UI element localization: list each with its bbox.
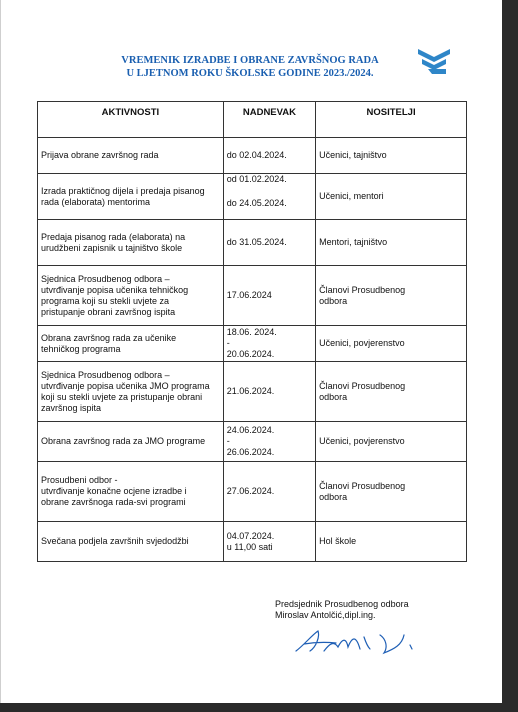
cell-line: utvrđivanje popisa učenika JMO programa [41, 380, 210, 391]
table-row [38, 522, 467, 562]
cell-line: urudžbeni zapisnik u tajništvo škole [41, 242, 183, 253]
holder-cell [316, 266, 467, 326]
cell-line: 20.06.2024. [226, 349, 275, 359]
table-header-row [38, 102, 467, 138]
cell-line: rada (elaborata) mentorima [41, 196, 151, 207]
cell-line: odbora [319, 295, 348, 306]
cell-line: 26.06.2024. [226, 447, 275, 457]
cell-line: Hol škole [319, 536, 357, 546]
window-right-border [502, 0, 518, 712]
activity-cell [38, 522, 224, 562]
cell-line: Predaja pisanog rada (elaborata) na [41, 231, 186, 242]
cell-line: Sjednica Prosudbenog odbora – [41, 273, 170, 284]
cell-line: utvrđivanje popisa učenika tehničkog [41, 284, 189, 295]
activity-cell [38, 220, 224, 266]
cell-line: Učenici, mentori [319, 191, 384, 201]
date-cell [223, 362, 315, 422]
activity-cell [38, 174, 224, 220]
table-row [38, 422, 467, 462]
table-row [38, 462, 467, 522]
column-header-activities: AKTIVNOSTI [38, 102, 224, 138]
title-line-1: VREMENIK IZRADBE I OBRANE ZAVRŠNOG RADA [121, 55, 379, 66]
cell-line: programa koji su stekli uvjete za [41, 295, 170, 306]
cell-line: Učenici, tajništvo [319, 150, 387, 160]
cell-line: koji su stekli uvjete za pristupanje obrani [41, 391, 203, 402]
table-row [38, 362, 467, 422]
holder-cell [316, 362, 467, 422]
cell-line: 04.07.2024. [226, 530, 275, 541]
activity-cell [38, 422, 224, 462]
activity-cell [38, 326, 224, 362]
signature-name: Miroslav Antolčić,dipl.ing. [275, 610, 376, 620]
schedule-table [37, 101, 467, 562]
document-title [40, 55, 460, 80]
cell-line: 21.06.2024. [226, 386, 275, 396]
cell-line: Svečana podjela završnih svjedodžbi [41, 536, 189, 546]
holder-cell [316, 422, 467, 462]
signature-block [275, 599, 409, 621]
cell-line: - [226, 436, 230, 446]
column-header-holders: NOSITELJI [316, 102, 467, 138]
cell-line: Učenici, povjerenstvo [319, 436, 405, 446]
cell-line: obrane završnoga rada-svi programi [41, 497, 186, 507]
window-bottom-border [0, 703, 518, 712]
activity-cell [38, 266, 224, 326]
cell-line: utvrđivanje konačne ocjene izradbe i [41, 486, 187, 496]
cell-line: - [226, 338, 230, 348]
activity-cell [38, 462, 224, 522]
cell-line: Sjednica Prosudbenog odbora – [41, 369, 170, 380]
cell-line: do 31.05.2024. [226, 237, 287, 247]
holder-cell [316, 174, 467, 220]
cell-line: Članovi Prosudbenog [319, 284, 406, 295]
handwritten-signature [290, 625, 420, 659]
activity-cell [38, 138, 224, 174]
date-cell [223, 174, 315, 220]
page-left-edge [0, 0, 1, 712]
cell-line: u 11,00 sati [226, 541, 273, 552]
holder-cell [316, 522, 467, 562]
date-cell [223, 138, 315, 174]
holder-cell [316, 326, 467, 362]
cell-line: tehničkog programa [41, 343, 121, 354]
column-header-date: NADNEVAK [223, 102, 315, 138]
cell-line: do 24.05.2024. [226, 198, 287, 208]
cell-line: Članovi Prosudbenog [319, 480, 406, 491]
cell-line: pristupanje obrani završnog ispita [41, 306, 176, 317]
date-cell [223, 522, 315, 562]
cell-line: Mentori, tajništvo [319, 237, 388, 247]
cell-line: 24.06.2024. [226, 425, 275, 435]
cell-line: 18.06. 2024. [226, 327, 277, 337]
cell-line: Izrada praktičnog dijela i predaja pisanog [41, 185, 205, 196]
title-line-2: U LJETNOM ROKU ŠKOLSKE GODINE 2023./2024. [126, 67, 374, 79]
cell-line: odbora [319, 391, 348, 402]
date-cell [223, 462, 315, 522]
table-row [38, 326, 467, 362]
cell-line: Učenici, povjerenstvo [319, 338, 405, 348]
table-row [38, 266, 467, 326]
holder-cell [316, 462, 467, 522]
cell-line: do 02.04.2024. [226, 150, 287, 160]
cell-line: Članovi Prosudbenog [319, 380, 406, 391]
table-row [38, 138, 467, 174]
cell-line: završnog ispita [41, 402, 102, 413]
cell-line: 27.06.2024. [226, 486, 275, 496]
school-logo-icon [416, 47, 452, 77]
cell-line: 17.06.2024 [226, 290, 272, 300]
date-cell [223, 266, 315, 326]
cell-line: Prijava obrane završnog rada [41, 150, 159, 160]
table-row [38, 220, 467, 266]
holder-cell [316, 138, 467, 174]
date-cell [223, 326, 315, 362]
signature-role: Predsjednik Prosudbenog odbora [275, 599, 409, 609]
date-cell [223, 220, 315, 266]
table-body [38, 138, 467, 562]
cell-line: Obrana završnog rada za učenike [41, 332, 177, 343]
holder-cell [316, 220, 467, 266]
activity-cell [38, 362, 224, 422]
table-row [38, 174, 467, 220]
cell-line: od 01.02.2024. [226, 174, 287, 184]
date-cell [223, 422, 315, 462]
cell-line: odbora [319, 491, 348, 502]
cell-line: Prosudbeni odbor - [41, 475, 118, 485]
cell-line: Obrana završnog rada za JMO programe [41, 436, 206, 446]
